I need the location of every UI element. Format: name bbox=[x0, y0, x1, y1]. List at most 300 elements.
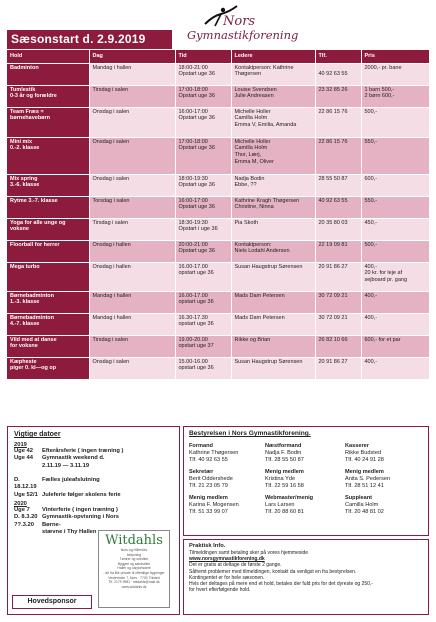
cell-line: sejboard pr. gang bbox=[364, 277, 408, 284]
member-name: Rikke Budsted bbox=[345, 450, 382, 456]
cell-line: Mandag i hallen bbox=[92, 314, 132, 321]
team-cell bbox=[7, 357, 89, 379]
date-item bbox=[14, 455, 173, 462]
time-cell bbox=[175, 291, 231, 313]
cell-line: Louise Svendsen bbox=[234, 86, 277, 93]
cell-line: Opstart uge 36 bbox=[178, 204, 215, 211]
date-item bbox=[14, 463, 173, 470]
important-dates-heading: Vigtige datoer bbox=[14, 431, 61, 438]
day-cell bbox=[89, 85, 175, 107]
board-member bbox=[189, 495, 265, 516]
phone-cell bbox=[315, 291, 361, 313]
cell-line: Mads Dam Petersen bbox=[234, 314, 285, 321]
column-header: Dag bbox=[89, 50, 175, 63]
member-name: Kristina Yde bbox=[265, 476, 296, 482]
phone-cell bbox=[315, 107, 361, 137]
year-label: 2019 bbox=[14, 442, 27, 448]
table-row bbox=[7, 85, 429, 107]
date-text: Efterårsferie ( ingen træning ) bbox=[42, 448, 124, 454]
cell-line: Mega turbo bbox=[10, 263, 40, 270]
member-role: Kasserer bbox=[345, 443, 369, 449]
leaders-cell bbox=[231, 196, 315, 218]
board-member bbox=[265, 495, 345, 516]
day-cell bbox=[89, 240, 175, 262]
cell-line: Opstart i uge 36 bbox=[178, 226, 218, 233]
price-cell bbox=[361, 357, 429, 379]
member-phone: Tlf. 51 33 99 07 bbox=[189, 509, 228, 515]
logo-text-gymnastikforening: Gymnastikforening bbox=[187, 28, 299, 42]
date-text: Vinterferie ( ingen træning ) bbox=[42, 507, 118, 514]
member-name: Nadja F. Bodin bbox=[265, 450, 302, 456]
day-cell bbox=[89, 262, 175, 291]
logo-text-nors: Nors bbox=[223, 14, 256, 29]
phone-cell bbox=[315, 313, 361, 335]
sponsor-line: Vesterholm 7, Nors · 7700 Thisted bbox=[108, 575, 160, 580]
day-cell bbox=[89, 137, 175, 174]
date-text: Juleferie følger skolens ferie bbox=[42, 491, 121, 498]
cell-line: Torsdag i salen bbox=[92, 197, 130, 204]
table-row bbox=[7, 240, 429, 262]
cell-line: 17:00-18:00 bbox=[178, 86, 208, 93]
cell-line: Julie Andreasen bbox=[234, 93, 274, 100]
cell-line: Susan Haugstrup Sørensen bbox=[234, 263, 303, 270]
price-cell bbox=[361, 85, 429, 107]
price-cell bbox=[361, 240, 429, 262]
member-role: Menig medlem bbox=[189, 495, 228, 501]
cell-line: 600,- for et par bbox=[364, 336, 401, 343]
cell-line: Floorball for herrer bbox=[10, 241, 60, 248]
date-text: Gymnastik-opvisning i Nors bbox=[42, 514, 119, 521]
date-when: D. 8.3.20 bbox=[14, 514, 38, 521]
time-cell bbox=[175, 240, 231, 262]
price-cell bbox=[361, 218, 429, 240]
cell-line: 30 72 09 21 bbox=[318, 314, 348, 321]
cell-line: Yoga for alle unge og bbox=[10, 219, 66, 226]
time-cell bbox=[175, 63, 231, 85]
cell-line: 0.-2. klasse bbox=[10, 145, 40, 152]
date-item bbox=[14, 507, 173, 514]
cell-line: Onsdag i salen bbox=[92, 138, 130, 145]
time-cell bbox=[175, 85, 231, 107]
member-phone: Tlf. 40 24 91 28 bbox=[345, 457, 384, 463]
price-cell bbox=[361, 262, 429, 291]
date-item bbox=[14, 448, 173, 455]
cell-line: Onsdag i salen bbox=[92, 175, 130, 182]
cell-line: Tumlestik bbox=[10, 86, 36, 93]
cell-line: voksne bbox=[10, 226, 29, 233]
member-phone: Tlf. 21 23 05 79 bbox=[189, 483, 228, 489]
date-when: Uge 52/1 bbox=[14, 491, 38, 498]
table-row bbox=[7, 137, 429, 174]
board-heading: Bestyrelsen i Nors Gymnastikforening. bbox=[189, 430, 311, 437]
member-phone: Tlf. 22 59 16 58 bbox=[265, 483, 304, 489]
table-row bbox=[7, 291, 429, 313]
day-cell bbox=[89, 218, 175, 240]
cell-line: Tirsdag i salen bbox=[92, 86, 129, 93]
date-text: stævne i Thy Hallen bbox=[42, 528, 97, 535]
board-member bbox=[345, 495, 423, 516]
cell-line: Niels Lodahl Andersen bbox=[234, 248, 290, 255]
schedule-body bbox=[7, 63, 429, 379]
team-cell bbox=[7, 262, 89, 291]
date-when: Uge 44 bbox=[14, 455, 34, 462]
date-when: ??.3.20 bbox=[14, 521, 34, 528]
cell-line: Pia Skoth bbox=[234, 219, 259, 226]
cell-line: Emma M, Oliver bbox=[234, 158, 274, 165]
leaders-cell bbox=[231, 218, 315, 240]
info-line: for hvert efterfølgende hold. bbox=[189, 587, 251, 594]
phone-cell bbox=[315, 63, 361, 85]
cell-line: 550,- bbox=[364, 138, 378, 145]
cell-line: Opstart uge 36 bbox=[178, 145, 215, 152]
phone-cell bbox=[315, 240, 361, 262]
club-logo bbox=[179, 4, 349, 48]
time-cell bbox=[175, 262, 231, 291]
cell-line: Mandag i hallen bbox=[92, 64, 132, 71]
cell-line: 40 92 63 55 bbox=[318, 197, 348, 204]
website-link: www.norsgymnastikforening.dk bbox=[189, 556, 265, 563]
phone-cell bbox=[315, 218, 361, 240]
price-cell bbox=[361, 174, 429, 196]
team-cell bbox=[7, 196, 89, 218]
cell-line: 16:00-17:00 bbox=[178, 197, 208, 204]
price-cell bbox=[361, 291, 429, 313]
member-role: Webmaster/menig bbox=[265, 495, 314, 501]
cell-line: Thor, Lærj, bbox=[234, 152, 262, 159]
price-cell bbox=[361, 313, 429, 335]
cell-line: Børnebadminton bbox=[10, 292, 54, 299]
cell-line: opstart uge 37 bbox=[178, 343, 214, 350]
board-box bbox=[183, 426, 429, 536]
team-cell bbox=[7, 291, 89, 313]
cell-line: 15.00-16.00 bbox=[178, 358, 208, 365]
member-phone: Tlf. 40 92 63 55 bbox=[189, 457, 228, 463]
phone-cell bbox=[315, 262, 361, 291]
sponsor-line: Tømrer og snedker bbox=[119, 557, 149, 562]
cell-line: Mandag i hallen bbox=[92, 292, 132, 299]
cell-line: Kontaktperson: Kathrine bbox=[234, 64, 294, 71]
cell-line: 4.-7. klasse bbox=[10, 321, 40, 328]
cell-line: 400,- bbox=[364, 263, 378, 270]
phone-cell bbox=[315, 335, 361, 357]
cell-line: Nadja Bodin bbox=[234, 175, 265, 182]
member-phone: Tlf. 28 51 12 41 bbox=[345, 483, 384, 489]
cell-line: Kathrine Kragh Thøgersen bbox=[234, 197, 300, 204]
year-label: 2020 bbox=[14, 501, 27, 508]
table-row bbox=[7, 107, 429, 137]
date-text: Børne- bbox=[42, 521, 61, 528]
cell-line: Michelle Holler bbox=[234, 108, 271, 115]
member-name: Anita S. Pedersen bbox=[345, 476, 391, 482]
phone-cell bbox=[315, 85, 361, 107]
time-cell bbox=[175, 137, 231, 174]
phone-cell bbox=[315, 196, 361, 218]
info-line: Såfremt problemer med tilmeldingen, kontakt da venligst en fra bestyrelsen. bbox=[189, 568, 357, 575]
cell-line: piger 0. kl—og op bbox=[10, 365, 57, 372]
leaders-cell bbox=[231, 63, 315, 85]
member-name: Camilla Holm bbox=[345, 502, 379, 508]
member-name: Lars Larsen bbox=[265, 502, 295, 508]
member-role: Menig medlem bbox=[265, 469, 304, 475]
cell-line: 0-3 år og forældre bbox=[10, 93, 57, 100]
member-phone: Tlf. 28 55 50 87 bbox=[265, 457, 304, 463]
cell-line: Michelle Holler bbox=[234, 138, 271, 145]
leaders-cell bbox=[231, 335, 315, 357]
sponsor-name: Witdahls bbox=[105, 533, 163, 548]
cell-line: 18:00-21:00 bbox=[178, 64, 208, 71]
date-item bbox=[14, 514, 173, 521]
date-text: 2.11.19 — 3.11.19 bbox=[42, 462, 90, 469]
cell-line: Vild med at danse bbox=[10, 336, 57, 343]
leaders-cell bbox=[231, 240, 315, 262]
cell-line: 16.00-17.00 bbox=[178, 292, 208, 299]
table-row bbox=[7, 262, 429, 291]
leaders-cell bbox=[231, 85, 315, 107]
date-when bbox=[14, 470, 42, 477]
info-line: Tilmeldingen samt betaling sker på vores hjemmeside bbox=[189, 550, 309, 556]
member-role: Sekretær bbox=[189, 469, 214, 475]
cell-line: 17:00-18:00 bbox=[178, 138, 208, 145]
date-when: Uge 42 bbox=[14, 448, 34, 454]
cell-line: 22 86 15 76 bbox=[318, 138, 348, 145]
table-row bbox=[7, 313, 429, 335]
season-title: Sæsonstart d. 2.9.2019 bbox=[11, 32, 146, 46]
cell-line: Kontaktperson: bbox=[234, 241, 272, 248]
cell-line: Camilla Holm bbox=[234, 115, 268, 122]
cell-line: Christine, Ninna bbox=[234, 204, 274, 211]
cell-line: Kæpheste bbox=[10, 358, 37, 365]
cell-line: Emma V, Emilia, Amanda bbox=[234, 122, 297, 129]
sponsor-line: www.witdahls.dk bbox=[121, 584, 147, 589]
cell-line: opstart uge 36 bbox=[178, 299, 214, 306]
leaders-cell bbox=[231, 357, 315, 379]
price-cell bbox=[361, 335, 429, 357]
cell-line: Tirsdag i salen bbox=[92, 219, 129, 226]
cell-line: 40 92 63 55 bbox=[318, 71, 348, 78]
cell-line: 450,- bbox=[364, 219, 378, 226]
team-cell bbox=[7, 218, 89, 240]
leaders-cell bbox=[231, 174, 315, 196]
day-cell bbox=[89, 357, 175, 379]
cell-line: 20 35 80 03 bbox=[318, 219, 348, 226]
day-cell bbox=[89, 313, 175, 335]
schedule-table bbox=[7, 50, 430, 380]
table-row bbox=[7, 335, 429, 357]
phone-cell bbox=[315, 174, 361, 196]
cell-line: Thøgersen bbox=[234, 71, 262, 78]
board-member bbox=[265, 469, 345, 490]
dates-list bbox=[14, 442, 173, 536]
cell-line: Susan Haugstrup Sørensen bbox=[234, 358, 303, 365]
phone-cell bbox=[315, 137, 361, 174]
cell-line: Opstart uge 36 bbox=[178, 248, 215, 255]
cell-line: 500,- bbox=[364, 108, 378, 115]
time-cell bbox=[175, 174, 231, 196]
cell-line: 20 91 86 27 bbox=[318, 263, 348, 270]
day-cell bbox=[89, 63, 175, 85]
leaders-cell bbox=[231, 313, 315, 335]
member-role: Menig medlem bbox=[345, 469, 384, 475]
time-cell bbox=[175, 313, 231, 335]
cell-line: 23 32 85 26 bbox=[318, 86, 348, 93]
team-cell bbox=[7, 174, 89, 196]
team-cell bbox=[7, 240, 89, 262]
cell-line: 3.-6. klasse bbox=[10, 182, 40, 189]
cell-line: Opstart uge 36 bbox=[178, 182, 215, 189]
cell-line: 2 børn 600,- bbox=[364, 93, 395, 100]
board-member bbox=[345, 469, 423, 490]
column-header: Tlf. bbox=[315, 50, 361, 63]
cell-line: Onsdag i hallen bbox=[92, 241, 131, 248]
practical-info-text bbox=[189, 550, 423, 593]
phone-cell bbox=[315, 357, 361, 379]
cell-line: 20 kr. for leje af bbox=[364, 270, 403, 277]
cell-line: 20:00-21:00 bbox=[178, 241, 208, 248]
info-line: Hvis der deltages på mere end et hold, betales der fuld pris for det dyreste og 250,- bbox=[189, 581, 373, 588]
cell-line: Opstart uge 36 bbox=[178, 71, 215, 78]
cell-line: for voksne bbox=[10, 343, 38, 350]
cell-line: Tirsdag i salen bbox=[92, 336, 129, 343]
price-cell bbox=[361, 107, 429, 137]
price-cell bbox=[361, 63, 429, 85]
sponsor-details bbox=[99, 548, 169, 589]
cell-line: 19.00-20.00 bbox=[178, 336, 208, 343]
cell-line: 22 19 09 81 bbox=[318, 241, 348, 248]
leaders-cell bbox=[231, 262, 315, 291]
member-phone: Tlf. 20 48 81 02 bbox=[345, 509, 384, 515]
sponsor-line: Haller og carportsdele bbox=[117, 566, 151, 571]
season-title-bar bbox=[7, 30, 172, 49]
practical-info-box bbox=[183, 539, 429, 615]
member-role: Suppleant bbox=[345, 495, 373, 501]
main-sponsor-label: Hovedsponsor bbox=[12, 595, 92, 609]
cell-line: 16.00-17.00 bbox=[178, 263, 208, 270]
team-cell bbox=[7, 63, 89, 85]
cell-line: 500,- bbox=[364, 241, 378, 248]
time-cell bbox=[175, 218, 231, 240]
board-member bbox=[189, 443, 265, 464]
sponsor-line: belysning bbox=[126, 552, 142, 557]
member-phone: Tlf. 20 88 60 81 bbox=[265, 509, 304, 515]
table-row bbox=[7, 196, 429, 218]
cell-line: 28 55 50 87 bbox=[318, 175, 348, 182]
cell-line: 400,- bbox=[364, 292, 378, 299]
cell-line: opstart uge 36 bbox=[178, 321, 214, 328]
cell-line: 30 72 09 21 bbox=[318, 292, 348, 299]
time-cell bbox=[175, 107, 231, 137]
column-header: Pris bbox=[361, 50, 429, 63]
time-cell bbox=[175, 357, 231, 379]
cell-line: opstart uge 36 bbox=[178, 365, 214, 372]
team-cell bbox=[7, 335, 89, 357]
date-item bbox=[14, 477, 173, 492]
cell-line: Opstart uge 36 bbox=[178, 115, 215, 122]
date-text: Gymnastik weekend d. bbox=[42, 455, 105, 462]
cell-line: Team Fræs = bbox=[10, 108, 44, 115]
price-cell bbox=[361, 196, 429, 218]
day-cell bbox=[89, 196, 175, 218]
member-name: Kathrine Thøgersen bbox=[189, 450, 239, 456]
cell-line: Onsdag i salen bbox=[92, 108, 130, 115]
member-name: Berit Oddershede bbox=[189, 476, 233, 482]
cell-line: 400,- bbox=[364, 314, 378, 321]
date-item bbox=[14, 470, 173, 477]
cell-line: Ebbe, ?? bbox=[234, 182, 257, 189]
cell-line: opstart uge 36 bbox=[178, 270, 214, 277]
member-name: Karina F. Mogensen bbox=[189, 502, 239, 508]
cell-line: Mix spring bbox=[10, 175, 38, 182]
cell-line: Onsdag i hallen bbox=[92, 263, 131, 270]
date-text: Fælles juleafslutning bbox=[42, 477, 100, 484]
team-cell bbox=[7, 107, 89, 137]
day-cell bbox=[89, 335, 175, 357]
sponsor-line: - alt fra lille private til offentlige bygninger bbox=[103, 570, 165, 575]
column-header: Ledere bbox=[231, 50, 315, 63]
cell-line: Mini mix bbox=[10, 138, 33, 145]
cell-line: 550,- bbox=[364, 197, 378, 204]
cell-line: 26 82 10 66 bbox=[318, 336, 348, 343]
sponsor-line: Byggeri og sandsiden bbox=[117, 561, 151, 566]
date-when: Uge 7 bbox=[14, 507, 30, 514]
table-row bbox=[7, 174, 429, 196]
cell-line: 1.-3. klasse bbox=[10, 299, 40, 306]
day-cell bbox=[89, 174, 175, 196]
team-cell bbox=[7, 313, 89, 335]
day-cell bbox=[89, 107, 175, 137]
cell-line: Badminton bbox=[10, 64, 39, 71]
board-members bbox=[189, 443, 423, 516]
schedule-header-row bbox=[7, 50, 429, 63]
cell-line: børnehavebørn bbox=[10, 115, 51, 122]
board-member bbox=[189, 469, 265, 490]
cell-line: 2000,- pr. bane bbox=[364, 64, 402, 71]
cell-line: Mads Dam Petersen bbox=[234, 292, 285, 299]
info-line: Kontingentet er for hele sæsonen. bbox=[189, 574, 265, 581]
practical-info-heading: Praktisk Info. bbox=[189, 543, 226, 549]
leaders-cell bbox=[231, 291, 315, 313]
cell-line: Camilla Holm bbox=[234, 145, 268, 152]
cell-line: 16:00-17:00 bbox=[178, 108, 208, 115]
table-row bbox=[7, 218, 429, 240]
day-cell bbox=[89, 291, 175, 313]
board-member bbox=[345, 443, 423, 464]
sponsor-line: Tlf. 2179 9981 · witdahls@mail.dk bbox=[108, 580, 160, 585]
date-when bbox=[14, 463, 42, 470]
team-cell bbox=[7, 85, 89, 107]
cell-line: 22 86 15 76 bbox=[318, 108, 348, 115]
cell-line: 600,- bbox=[364, 175, 378, 182]
time-cell bbox=[175, 335, 231, 357]
board-member bbox=[265, 443, 345, 464]
date-item bbox=[14, 492, 173, 499]
table-row bbox=[7, 63, 429, 85]
leaders-cell bbox=[231, 107, 315, 137]
team-cell bbox=[7, 137, 89, 174]
cell-line: 20 91 86 27 bbox=[318, 358, 348, 365]
cell-line: 16.30-17.30 bbox=[178, 314, 208, 321]
date-when bbox=[14, 529, 42, 536]
cell-line: Børnebadminton bbox=[10, 314, 54, 321]
sponsor-line: Nors og Hillerslev bbox=[120, 548, 148, 552]
cell-line: Onsdag i salen bbox=[92, 358, 130, 365]
leaders-cell bbox=[231, 137, 315, 174]
cell-line: Opstart uge 36 bbox=[178, 93, 215, 100]
page-header bbox=[7, 4, 429, 50]
cell-line bbox=[319, 65, 358, 72]
price-cell bbox=[361, 137, 429, 174]
info-line: Det er gratis at deltage de første 2 gange. bbox=[189, 562, 282, 569]
date-text bbox=[42, 470, 44, 477]
